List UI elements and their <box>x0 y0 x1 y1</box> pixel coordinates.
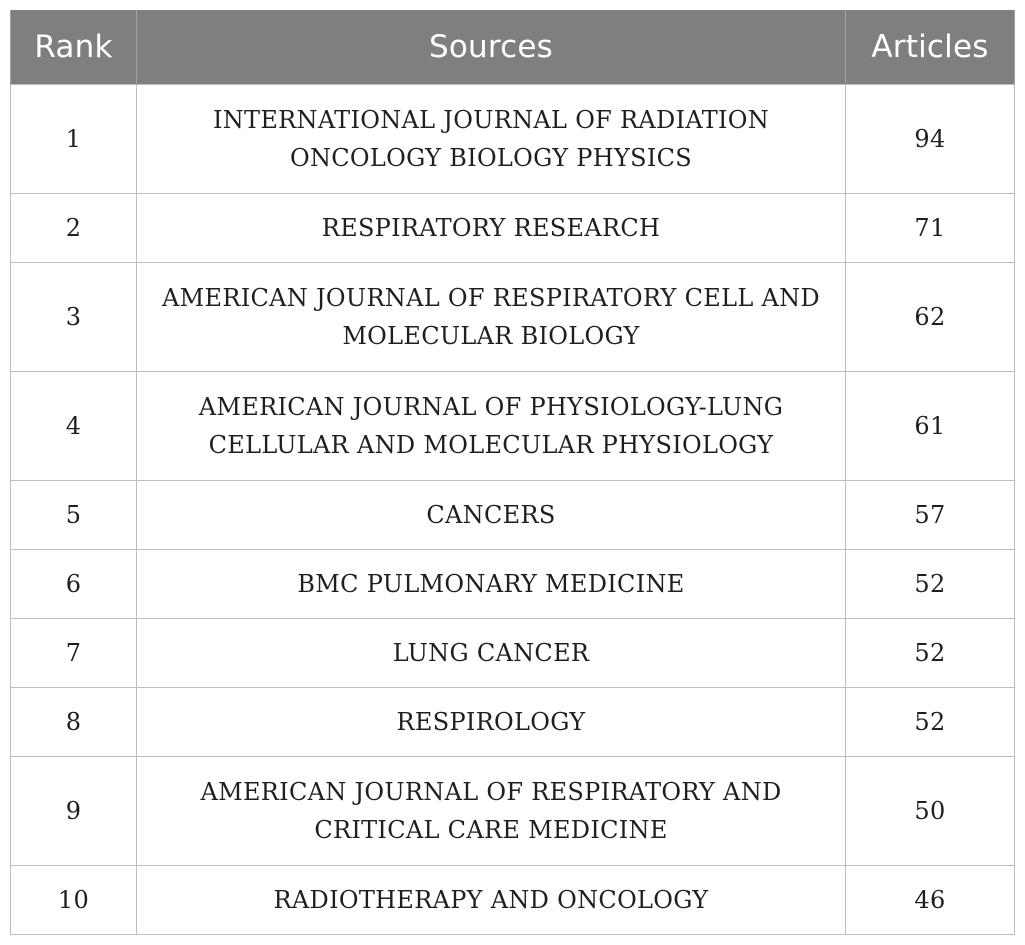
rank-cell: 10 <box>11 866 137 935</box>
rank-cell: 3 <box>11 263 137 372</box>
rank-cell: 1 <box>11 85 137 194</box>
source-cell: RADIOTHERAPY AND ONCOLOGY <box>137 866 846 935</box>
table-row <box>11 481 1015 550</box>
articles-cell: 52 <box>846 619 1015 688</box>
articles-cell: 94 <box>846 85 1015 194</box>
table-row <box>11 550 1015 619</box>
articles-cell: 57 <box>846 481 1015 550</box>
rank-cell: 8 <box>11 688 137 757</box>
table-row <box>11 263 1015 372</box>
source-cell: CANCERS <box>137 481 846 550</box>
table-body <box>11 85 1015 935</box>
articles-cell: 46 <box>846 866 1015 935</box>
source-cell: INTERNATIONAL JOURNAL OF RADIATION ONCOLOGY BIOLOGY PHYSICS <box>137 85 846 194</box>
rank-cell: 6 <box>11 550 137 619</box>
header-rank: Rank <box>11 10 137 85</box>
articles-cell: 71 <box>846 194 1015 263</box>
rank-cell: 2 <box>11 194 137 263</box>
table-header <box>11 10 1015 85</box>
table-row <box>11 85 1015 194</box>
table-row <box>11 372 1015 481</box>
source-cell: AMERICAN JOURNAL OF RESPIRATORY CELL AND MOLECULAR BIOLOGY <box>137 263 846 372</box>
rank-cell: 7 <box>11 619 137 688</box>
articles-cell: 61 <box>846 372 1015 481</box>
rank-cell: 5 <box>11 481 137 550</box>
articles-cell: 62 <box>846 263 1015 372</box>
source-cell: RESPIRATORY RESEARCH <box>137 194 846 263</box>
table-row <box>11 866 1015 935</box>
articles-cell: 50 <box>846 757 1015 866</box>
header-sources: Sources <box>137 10 846 85</box>
source-cell: BMC PULMONARY MEDICINE <box>137 550 846 619</box>
source-cell: AMERICAN JOURNAL OF RESPIRATORY AND CRITICAL CARE MEDICINE <box>137 757 846 866</box>
rank-cell: 4 <box>11 372 137 481</box>
table-row <box>11 757 1015 866</box>
table-row <box>11 194 1015 263</box>
table-row <box>11 688 1015 757</box>
articles-cell: 52 <box>846 688 1015 757</box>
rank-cell: 9 <box>11 757 137 866</box>
sources-table <box>10 10 1015 935</box>
source-cell: AMERICAN JOURNAL OF PHYSIOLOGY-LUNG CELLULAR AND MOLECULAR PHYSIOLOGY <box>137 372 846 481</box>
header-articles: Articles <box>846 10 1015 85</box>
articles-cell: 52 <box>846 550 1015 619</box>
source-cell: RESPIROLOGY <box>137 688 846 757</box>
source-cell: LUNG CANCER <box>137 619 846 688</box>
header-row <box>11 10 1015 85</box>
table-row <box>11 619 1015 688</box>
